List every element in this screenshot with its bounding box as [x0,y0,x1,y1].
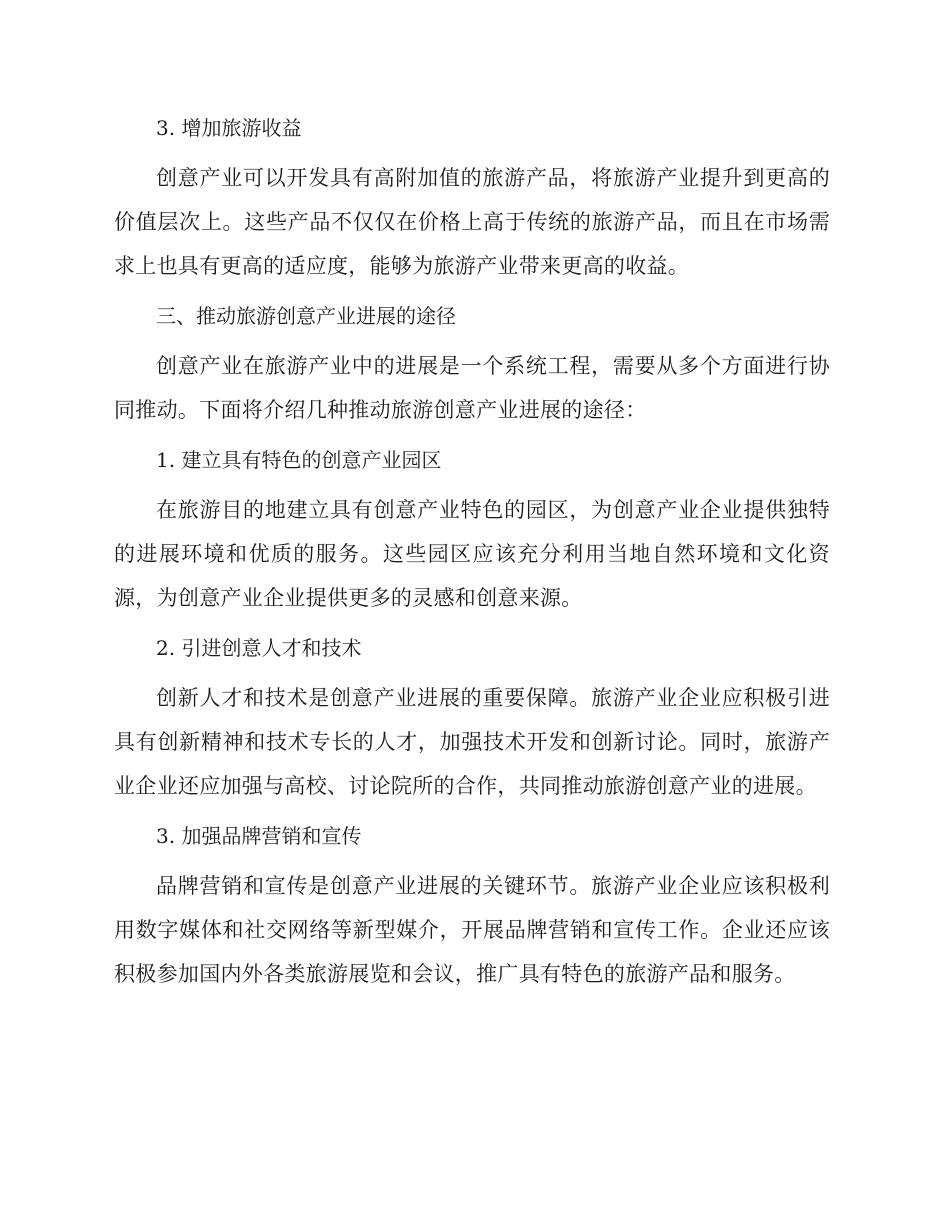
paragraph-creative-industry-park: 在旅游目的地建立具有创意产业特色的园区，为创意产业企业提供独特的进展环境和优质的服务。这些园区应该充分利用当地自然环境和文化资源，为创意产业企业提供更多的灵感和创意来源。 [114,498,830,610]
document-page [114,108,830,1004]
paragraph-increase-tourism-revenue: 创意产业可以开发具有高附加值的旅游产品，将旅游产业提升到更高的价值层次上。这些产品不仅仅在价格上高于传统的旅游产品，而且在市场需求上也具有更高的适应度，能够为旅游产业带来更高的收益。 [114,166,830,278]
paragraph-talent-and-technology: 创新人才和技术是创意产业进展的重要保障。旅游产业企业应积极引进具有创新精神和技术专长的人才，加强技术开发和创新讨论。同时，旅游产业企业还应加强与高校、讨论院所的合作，共同推动旅游创意产业的进展。 [114,686,830,798]
section-heading-promotion-pathways: 三、推动旅游创意产业进展的途径 [156,304,456,328]
paragraph-brand-marketing: 品牌营销和宣传是创意产业进展的关键环节。旅游产业企业应该积极利用数字媒体和社交网络等新型媒介，开展品牌营销和宣传工作。企业还应该积极参加国内外各类旅游展览和会议，推广具有特色的旅游产品和服务。 [114,874,830,986]
section-heading-brand-marketing: 3. 加强品牌营销和宣传 [156,824,362,848]
section-heading-talent-and-technology: 2. 引进创意人才和技术 [156,636,362,660]
paragraph-promotion-pathways-intro: 创意产业在旅游产业中的进展是一个系统工程，需要从多个方面进行协同推动。下面将介绍几种推动旅游创意产业进展的途径： [114,354,830,422]
section-heading-increase-tourism-revenue: 3. 增加旅游收益 [156,116,302,140]
section-heading-creative-industry-park: 1. 建立具有特色的创意产业园区 [156,448,442,472]
